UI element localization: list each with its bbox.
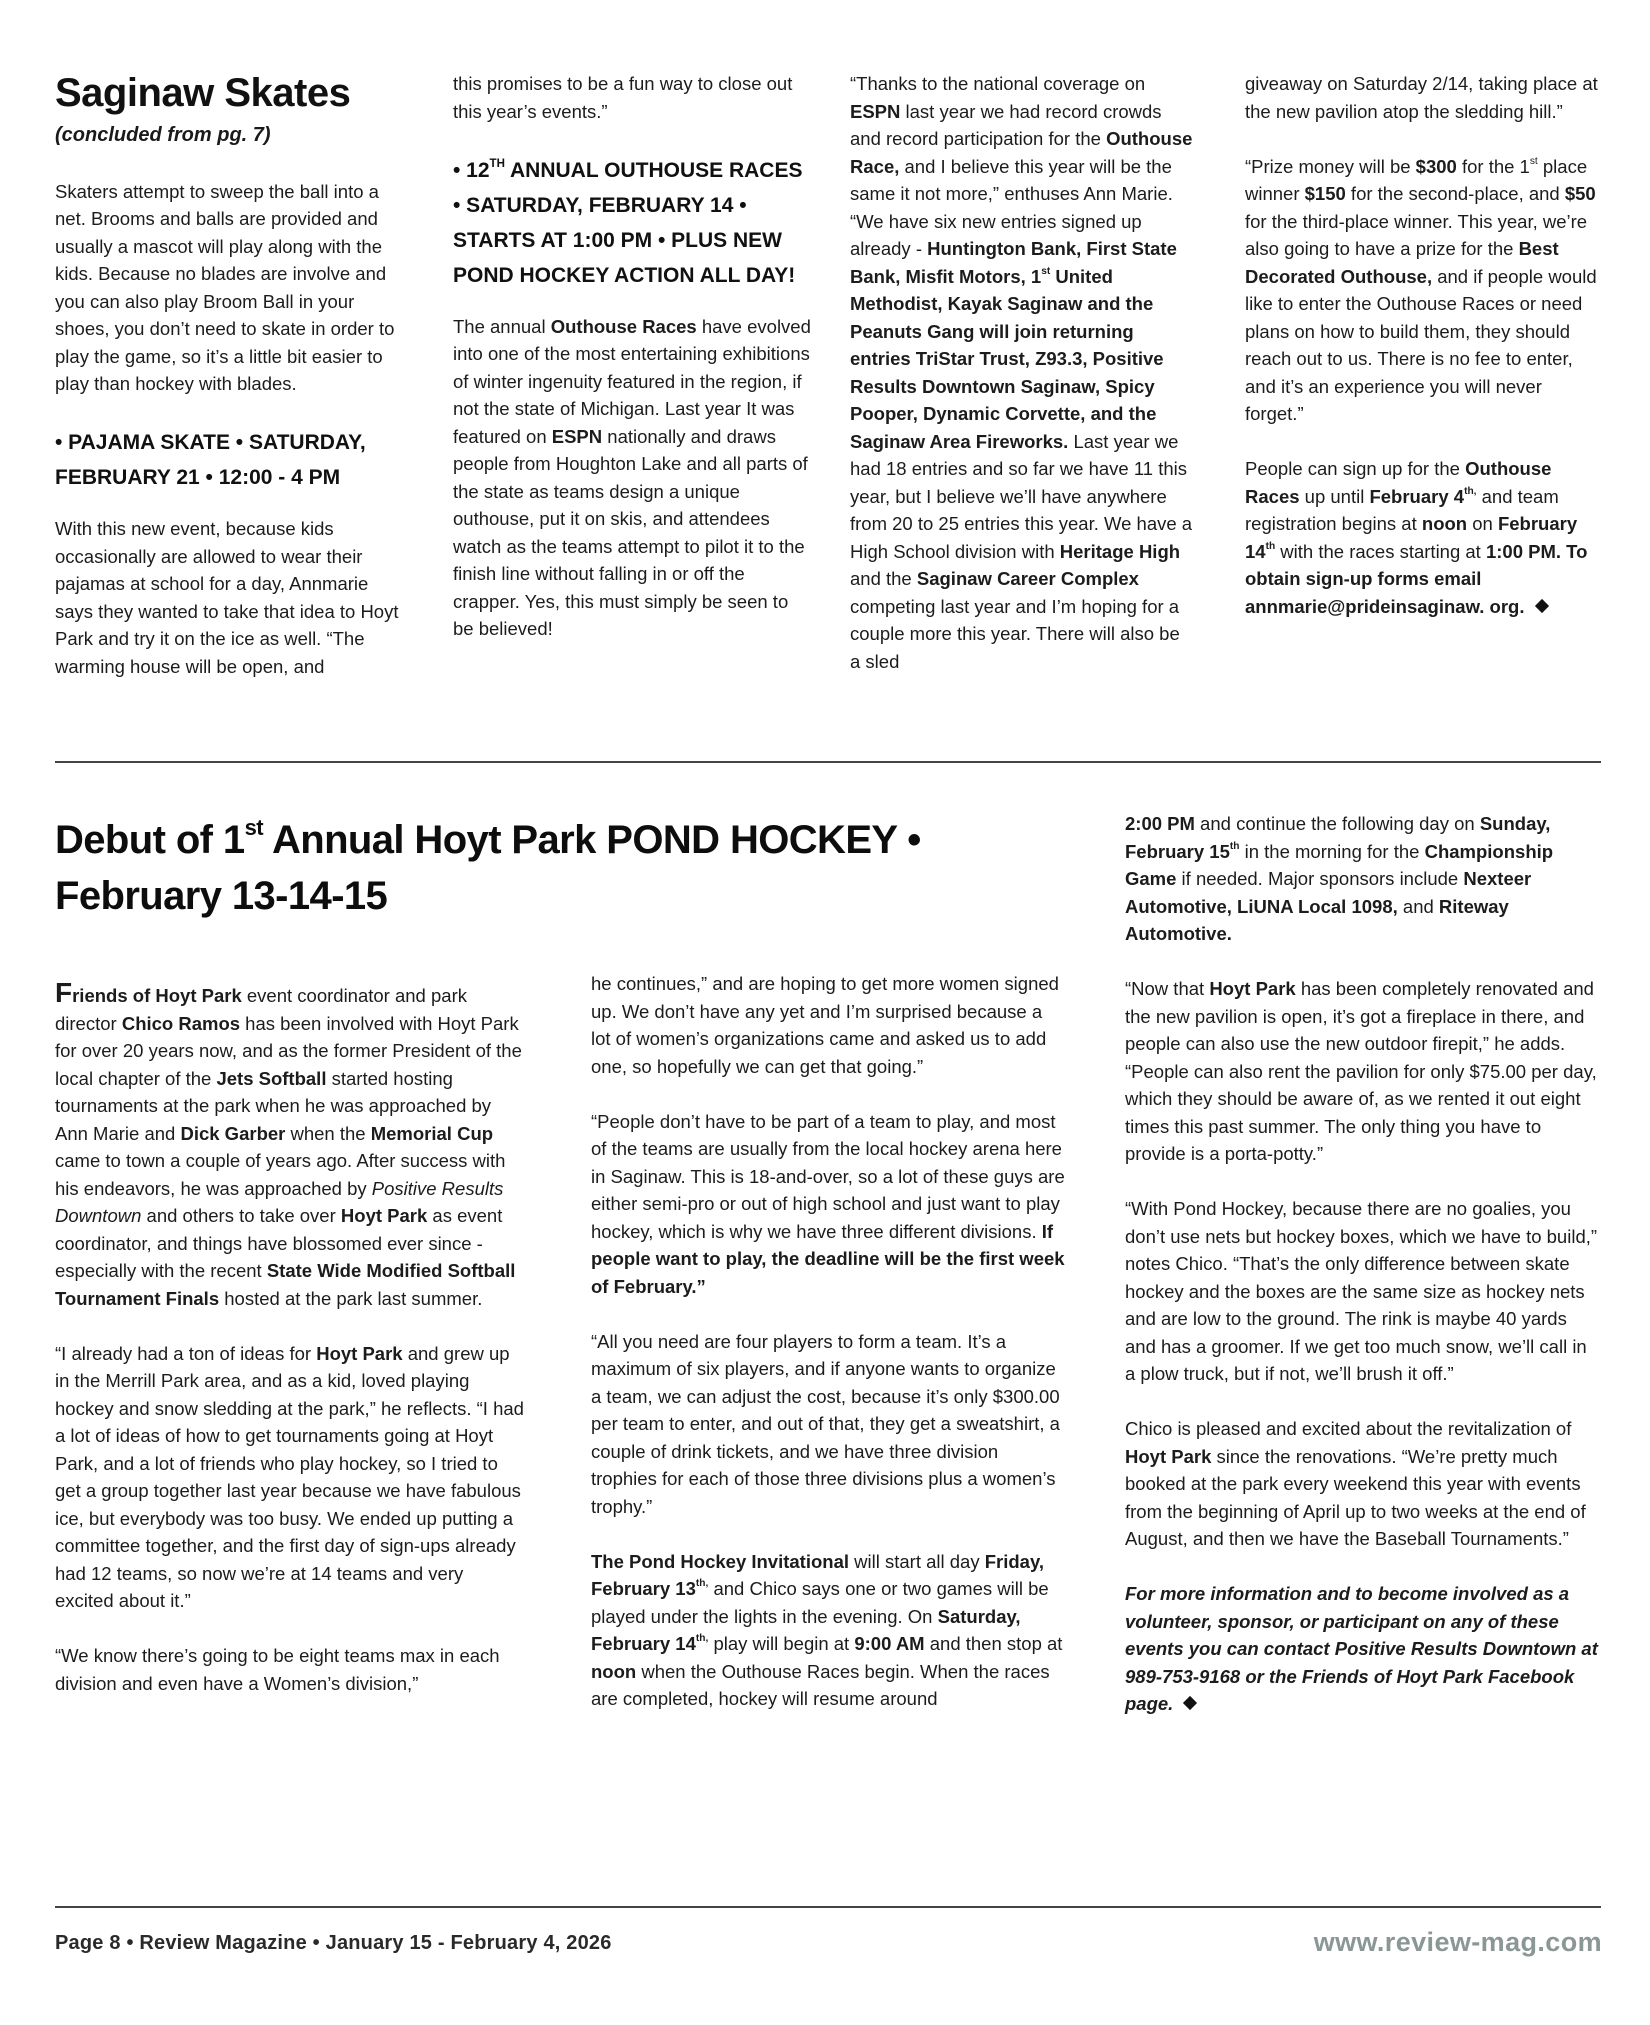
article-title: [55, 812, 1085, 924]
text: and continue the following day on: [1194, 813, 1480, 834]
top-col-1: [55, 70, 405, 680]
paragraph: [1125, 1415, 1601, 1553]
text: “Prize money will be: [1245, 155, 1416, 177]
footer-divider: [55, 1906, 1601, 1908]
text: for the second-place, and: [1345, 183, 1565, 204]
bold-text: $300: [1415, 155, 1457, 177]
text: hosted at the park last summer.: [219, 1287, 483, 1309]
paragraph: [55, 1340, 525, 1615]
superscript: th,: [695, 1633, 709, 1645]
bold-text: February 4: [1369, 485, 1465, 507]
bold-text: $50: [1564, 183, 1596, 204]
text: last year we had record crowds and record participation for the: [850, 100, 1162, 149]
bold-text: Saturday, February 14: [591, 1605, 1021, 1654]
bold-text: State Wide Modified Softball Tournament Finals: [55, 1260, 516, 1309]
paragraph: With this new event, because kids occasionally are allowed to wear their pajamas at school for a day, Annmarie says they wanted to take that idea to Hoyt Park and try it on the ice as well. “The warming house will be open, and: [55, 518, 399, 677]
bold-text: Saginaw Career Complex: [916, 568, 1139, 589]
bold-text: If people want to play, the deadline will be the first week of February.”: [591, 1220, 1065, 1297]
paragraph: [55, 977, 525, 1312]
event-heading-pajama-skate: • PAJAMA SKATE • SATURDAY, FEBRUARY 21 • 12:00 - 4 PM: [55, 431, 366, 489]
bold-text: ESPN: [551, 425, 603, 447]
text: “Now that: [1125, 978, 1210, 999]
text: “People don’t have to be part of a team to play, and most of the teams are usually from the local hockey arena here in Saginaw. This is 18-and-over, so a lot of these guys are either semi-pro or out of high school and just want to play hockey, which is why we have three different divisions.: [591, 1110, 1065, 1242]
bold-text: Riteway Automotive.: [1125, 895, 1509, 944]
bold-text: Friday, February 13: [591, 1550, 1045, 1599]
bold-text: February 14: [1245, 513, 1578, 562]
text: and team registration begins at: [1245, 485, 1559, 534]
paragraph: [1125, 975, 1601, 1168]
text: for the 1: [1456, 155, 1530, 177]
text: event coordinator and park director: [55, 985, 467, 1034]
paragraph: giveaway on Saturday 2/14, taking place at the new pavilion atop the sledding hill.”: [1245, 73, 1598, 122]
text: play will begin at: [708, 1633, 855, 1654]
text: place winner: [1245, 155, 1588, 204]
paragraph: [1125, 810, 1601, 948]
text: has been involved with Hoyt Park for over 20 years now, and as the former President of the local chapter of the: [55, 1012, 522, 1089]
bold-text: Outhouse Races: [1245, 458, 1552, 507]
text: The annual: [453, 315, 551, 337]
diamond-icon: [1534, 598, 1548, 612]
heading-text: • 12: [453, 158, 490, 182]
bold-text: riends of Hoyt Park: [72, 985, 242, 1006]
superscript: TH: [489, 157, 505, 170]
bold-text: Best Decorated Outhouse,: [1245, 238, 1559, 287]
email-link[interactable]: 1:00 PM. To obtain sign-up forms email annmarie@prideinsaginaw. org.: [1245, 540, 1588, 617]
text: People can sign up for the: [1245, 458, 1466, 479]
bold-text: 9:00 AM: [854, 1633, 925, 1654]
text: and then stop at: [924, 1633, 1063, 1654]
text: on: [1467, 513, 1498, 534]
text: and grew up in the Merrill Park area, and as a kid, loved playing hockey and snow sledding at the park,” he reflects. “I had a lot of ideas of how to get tournaments going at Hoyt Park, and a lot of friends who play hockey, so I tried to get a group together last year because we have fabulous ice, but everybody was too busy. We ended up putting a committee together, and the first day of sign-ups already had 12 teams, so now we’re at 14 teams and very excited about it.”: [55, 1342, 524, 1611]
paragraph: [453, 313, 813, 643]
text: has been completely renovated and the new pavilion is open, it’s got a fireplace in there, and people can also use the new outdoor firepit,” he adds. “People can also rent the pavilion for only $75.00 per day, which they should be aware of, as we rented it out eight times this past summer. The only thing you have to provide is a porta-potty.”: [1125, 978, 1597, 1164]
bottom-col-1: [55, 977, 525, 1697]
paragraph: this promises to be a fun way to close out this year’s events.”: [453, 73, 793, 122]
italic-text: Positive Results Downtown: [55, 1177, 504, 1226]
superscript: th,: [695, 1578, 709, 1590]
text: and if people would like to enter the Outhouse Races or need plans on how to build them, they should reach out to us. There is no fee to enter, and it’s an experience you will never forget.”: [1245, 265, 1597, 424]
bold-text: Dick Garber: [180, 1122, 286, 1144]
bold-text: Hoyt Park: [340, 1205, 428, 1226]
paragraph: [1245, 455, 1601, 620]
text: since the renovations. “We’re pretty much booked at the park every weekend this year with events from the beginning of April up to two weeks at the end of August, and then we have the Baseball Tournaments.”: [1125, 1445, 1586, 1549]
paragraph: he continues,” and are hoping to get more women signed up. We don’t have any yet and I’m surprised because a lot of women’s organizations came and asked us to add one, so hopefully we can get that going.”: [591, 973, 1059, 1077]
bold-text: 2:00 PM: [1125, 813, 1195, 834]
bold-text: Nexteer Automotive, LiUNA Local 1098,: [1125, 868, 1532, 917]
bold-text: Sunday, February 15: [1125, 813, 1551, 862]
text: if needed. Major sponsors include: [1176, 868, 1464, 889]
text: in the morning for the: [1239, 840, 1425, 862]
text: and: [1397, 895, 1439, 917]
footer-page-info: Page 8 • Review Magazine • January 15 - February 4, 2026: [55, 1932, 612, 1954]
text: competing last year and I’m hoping for a couple more this year. There will also be a sled: [850, 595, 1180, 672]
paragraph: “All you need are four players to form a team. It’s a maximum of six players, and if anyone wants to organize a team, we can adjust the cost, because it’s only $300.00 per team to enter, and out of that, they get a sweatshirt, a couple of drink tickets, and we have three division trophies for each of those three divisions plus a women’s trophy.”: [591, 1330, 1060, 1517]
text: Chico is pleased and excited about the revitalization of: [1125, 1418, 1572, 1439]
text: when the Outhouse Races begin. When the races are completed, hockey will resume around: [591, 1660, 1050, 1709]
paragraph: [591, 1548, 1066, 1713]
superscript: st: [1041, 265, 1051, 277]
drop-cap: F: [55, 977, 73, 1008]
top-col-3: [850, 70, 1195, 675]
footer-website-link[interactable]: www.review-mag.com: [1313, 1927, 1602, 1957]
top-col-2: [453, 70, 813, 643]
text: with the races starting at: [1275, 540, 1486, 562]
bold-text: Jets Softball: [216, 1067, 327, 1089]
text: and I believe this year will be the same it not more,” enthuses Ann Marie. “We have six new entries signed up already -: [850, 155, 1173, 259]
text: and Chico says one or two games will be played under the lights in the evening. On: [591, 1578, 1049, 1627]
paragraph: [591, 1108, 1066, 1301]
text: nationally and draws people from Houghton Lake and all parts of the state as teams design a unique outhouse, put it on skis, and attendees watch as the teams attempt to pilot it to the finish line without falling in or off the crapper. Yes, this must simply be seen to be believed!: [453, 425, 808, 639]
bottom-col-2: [591, 970, 1066, 1713]
bold-text: ESPN: [850, 100, 901, 122]
text: will start all day: [849, 1550, 985, 1572]
bold-text: Heritage High: [1059, 540, 1181, 562]
bottom-col-3: [1125, 810, 1601, 1718]
paragraph: [1245, 153, 1601, 428]
bottom-article-title-wrap: [55, 812, 1085, 924]
text: have evolved into one of the most entertaining exhibitions of winter ingenuity featured in the region, if not the state of Michigan. Last year It was featured on: [453, 315, 811, 447]
bold-text: Championship Game: [1125, 840, 1554, 889]
paragraph: “We know there’s going to be eight teams max in each division and even have a Women’s division,”: [55, 1645, 500, 1694]
paragraph: Skaters attempt to sweep the ball into a net. Brooms and balls are provided and usually a mascot will play along with the kids. Because no blades are involve and you can also play Broom Ball in your shoes, you don’t need to skate in order to play the game, so it’s a little bit easier to play than hockey with blades.: [55, 180, 395, 394]
bold-text: Hoyt Park: [316, 1342, 403, 1364]
closing-info-paragraph: [1125, 1580, 1601, 1718]
bold-text: noon: [591, 1660, 637, 1682]
diamond-icon: [1183, 1696, 1197, 1710]
text: “I already had a ton of ideas for: [55, 1342, 317, 1364]
text: Last year we had 18 entries and so far we have 11 this year, but I believe we’ll have anywhere from 20 to 25 entries this year. We have a High School division with: [850, 430, 1193, 562]
superscript: th,: [1464, 485, 1477, 497]
heading-text: ANNUAL OUTHOUSE RACES • SATURDAY, FEBRUARY 14 • STARTS AT 1:00 PM • PLUS NEW POND HOCKEY ACTION ALL DAY!: [453, 158, 803, 287]
bold-text: Outhouse Race,: [850, 128, 1193, 177]
superscript: st: [244, 815, 263, 841]
event-heading-outhouse-races: [453, 153, 813, 293]
superscript: th: [1265, 540, 1276, 552]
bold-text: Memorial Cup: [370, 1122, 494, 1144]
text: up until: [1299, 485, 1370, 507]
bold-text: The Pond Hockey Invitational: [591, 1550, 850, 1572]
title-text: Debut of 1: [55, 818, 245, 862]
text: started hosting tournaments at the park when he was approached by Ann Marie and: [55, 1067, 492, 1144]
bold-text: Huntington Bank, First State Bank, Misfit Motors, 1: [850, 238, 1177, 287]
bold-text: Hoyt Park: [1125, 1445, 1212, 1467]
bold-text: Chico Ramos: [121, 1012, 241, 1034]
text: for the third-place winner. This year, we’re also going to have a prize for the: [1245, 210, 1588, 259]
text: when the: [285, 1122, 371, 1144]
bold-text: Hoyt Park: [1209, 978, 1296, 999]
title-text: Annual Hoyt Park POND HOCKEY • February 13-14-15: [55, 818, 921, 918]
superscript: th: [1229, 840, 1240, 852]
bold-text: United Methodist, Kayak Saginaw and the Peanuts Gang will join returning entries TriStar Trust, Z93.3, Positive Results Downtown Saginaw, Spicy Pooper, Dynamic Corvette, and the Saginaw Area Fireworks.: [850, 265, 1164, 452]
text: as event coordinator, and things have blossomed ever since - especially with the recent: [55, 1205, 503, 1281]
superscript: st: [1529, 155, 1538, 167]
bold-text: Outhouse Races: [550, 315, 697, 337]
text: and the: [850, 568, 917, 589]
bold-text: noon: [1421, 513, 1468, 534]
text: “Thanks to the national coverage on: [850, 73, 1146, 94]
bold-text: $150: [1304, 183, 1346, 204]
article-title: Saginaw Skates: [55, 71, 351, 115]
paragraph: “With Pond Hockey, because there are no goalies, you don’t use nets but hockey boxes, which we have to build,” notes Chico. “That’s the only difference between skate hockey and the boxes are the same size as hockey nets and are low to the ground. The rink is maybe 40 yards and has a groomer. If we get too much snow, we’ll call in a plow truck, but if not, we’ll brush it off.”: [1125, 1198, 1598, 1384]
top-col-4: [1245, 70, 1601, 620]
paragraph: [850, 70, 1195, 675]
text: and others to take over: [141, 1205, 341, 1226]
section-divider: [55, 761, 1601, 763]
bold-italic-text: For more information and to become involved as a volunteer, sponsor, or participant on any of these events you can contact Positive Results Downtown at 989-753-9168 or the Friends of Hoyt Park Facebook page.: [1125, 1583, 1598, 1714]
text: came to town a couple of years ago. After success with his endeavors, he was approached by: [55, 1150, 506, 1199]
article-subtitle: (concluded from pg. 7): [55, 124, 271, 146]
